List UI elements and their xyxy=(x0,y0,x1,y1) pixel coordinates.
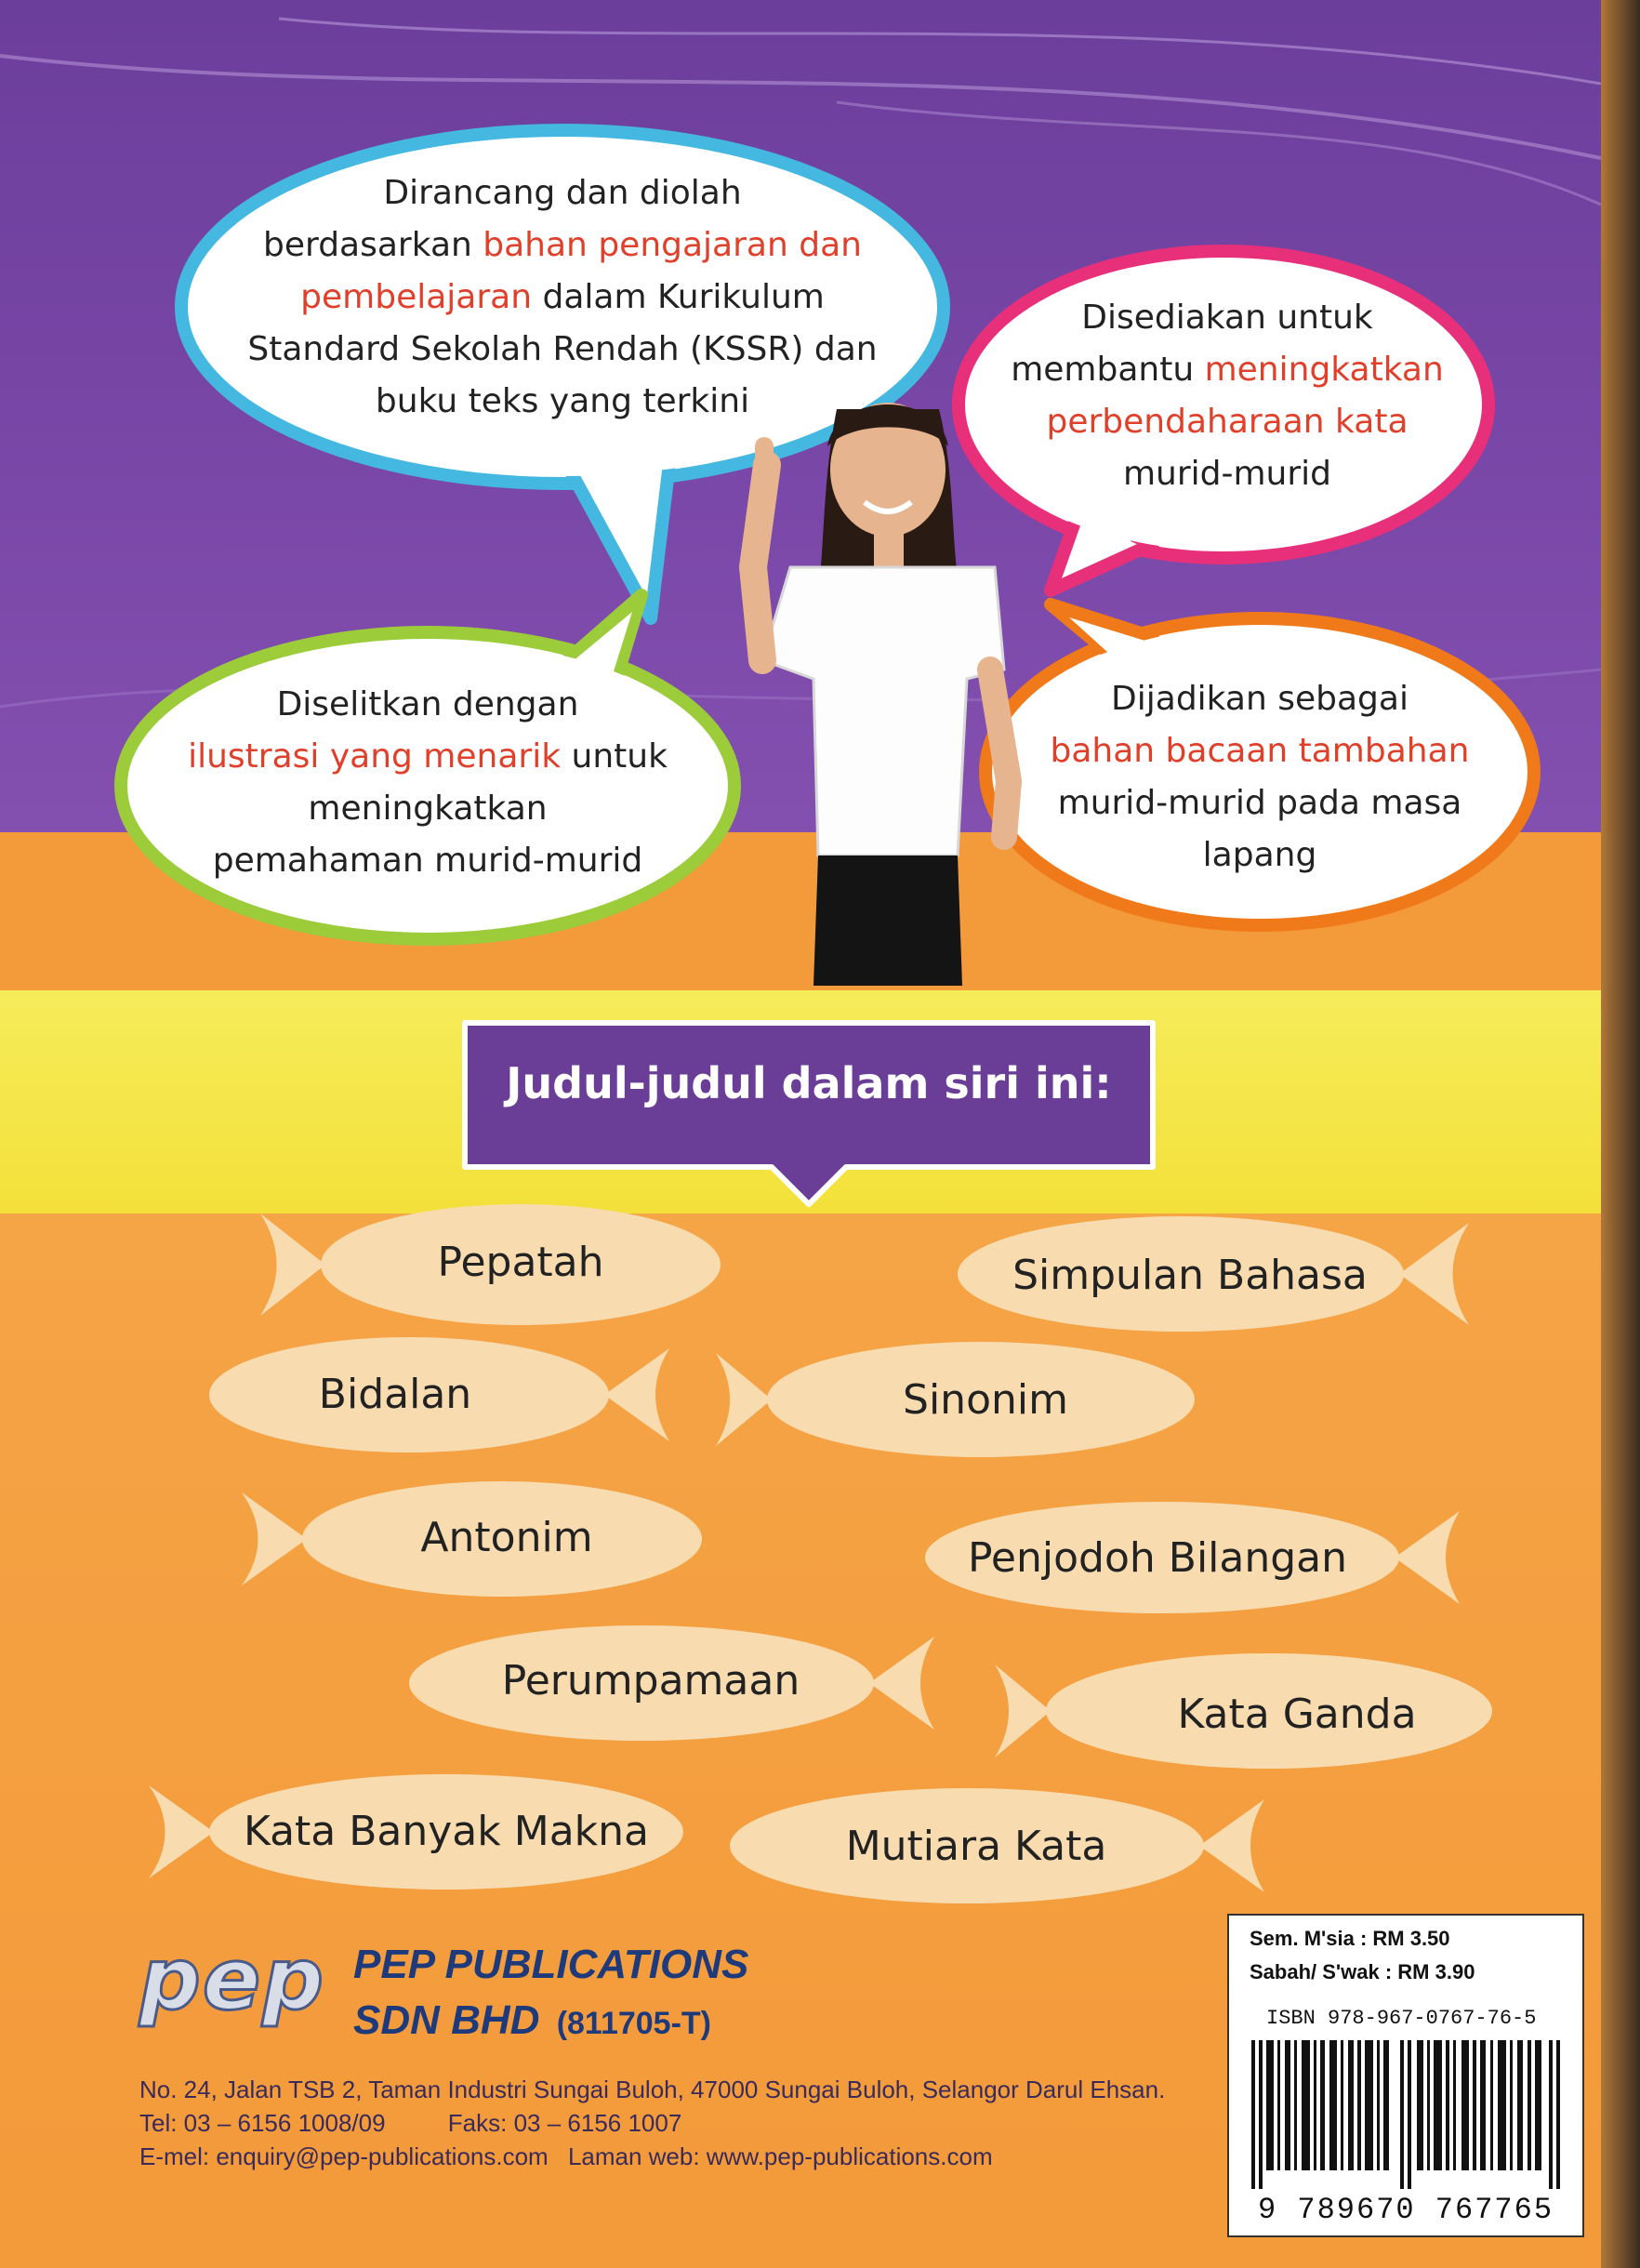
bubble-top-right-text xyxy=(985,292,1469,500)
barcode-bars xyxy=(1251,2040,1564,2189)
book-spine-edge xyxy=(1601,0,1640,2268)
title-pepatah: Pepatah xyxy=(437,1239,604,1286)
bubble-highlight: bahan pengajaran dan xyxy=(483,226,862,264)
publisher-name-line2 xyxy=(353,1997,711,2044)
publisher-fax: Faks: 03 – 6156 1007 xyxy=(447,2109,682,2137)
title-bidalan: Bidalan xyxy=(318,1371,472,1418)
bubble-text-line xyxy=(186,272,939,324)
title-perumpamaan: Perumpamaan xyxy=(501,1657,800,1704)
bubble-text-line: Dirancang dan diolah xyxy=(383,174,742,212)
publisher-name-line1: PEP PUBLICATIONS xyxy=(353,1942,749,1987)
bubble-text-line: Standard Sekolah Rendah (KSSR) dan xyxy=(247,330,878,368)
bubble-text-line: meningkatkan xyxy=(308,789,548,828)
isbn-label: ISBN 978-967-0767-76-5 xyxy=(1266,2007,1537,2030)
bubble-text-line: lapang xyxy=(1202,836,1317,874)
bubble-text-line xyxy=(186,219,939,272)
publisher-web: Laman web: www.pep-publications.com xyxy=(567,2142,993,2170)
bubble-text-line: Dijadikan sebagai xyxy=(1111,680,1409,718)
barcode-area xyxy=(1227,1999,1584,2237)
bubble-text-fragment: membantu xyxy=(1011,351,1205,389)
title-kata-banyak-makna: Kata Banyak Makna xyxy=(243,1808,649,1855)
bubble-bottom-right-text xyxy=(1004,673,1515,882)
publisher-contact-line xyxy=(139,2109,681,2138)
bubble-highlight: pembelajaran xyxy=(300,278,533,316)
bubble-highlight: bahan bacaan tambahan xyxy=(1050,732,1470,770)
title-antonim: Antonim xyxy=(420,1514,593,1561)
isbn-digits: 9 789670 767765 xyxy=(1257,2193,1554,2227)
title-penjodoh-bilangan: Penjodoh Bilangan xyxy=(967,1534,1348,1582)
bubble-text-fragment: dalam Kurikulum xyxy=(532,278,825,316)
publisher-online-line xyxy=(139,2142,993,2171)
price-sabah-sarawak: Sabah/ S'wak : RM 3.90 xyxy=(1250,1960,1475,1983)
bubble-highlight: perbendaharaan kata xyxy=(1046,403,1409,441)
publisher-address: No. 24, Jalan TSB 2, Taman Industri Sungai Buloh, 47000 Sungai Buloh, Selangor Darul Ehsan. xyxy=(139,2076,1166,2103)
publisher-logo: pep xyxy=(139,1930,326,2029)
bubble-text-line xyxy=(158,731,697,783)
bubble-text-line: buku teks yang terkini xyxy=(375,382,750,420)
bubble-text-line: murid-murid xyxy=(1122,455,1332,493)
series-heading-banner xyxy=(456,1014,1162,1209)
price-box xyxy=(1227,1914,1584,2003)
series-heading: Judul-judul dalam siri ini: xyxy=(506,1058,1112,1108)
bubble-bottom-left-text xyxy=(158,679,697,887)
title-mutiara-kata: Mutiara Kata xyxy=(845,1823,1107,1870)
bubble-text-line: pemahaman murid-murid xyxy=(212,842,643,880)
publisher-tel: Tel: 03 – 6156 1008/09 xyxy=(139,2109,386,2137)
publisher-email: E-mel: enquiry@pep-publications.com xyxy=(139,2142,549,2170)
title-sinonim: Sinonim xyxy=(903,1376,1068,1424)
title-kata-ganda: Kata Ganda xyxy=(1177,1691,1417,1738)
bubble-text-fragment: untuk xyxy=(561,737,668,776)
bubble-top-left-text xyxy=(186,167,939,428)
title-simpulan-bahasa: Simpulan Bahasa xyxy=(1012,1252,1368,1299)
publisher-reg-no: (811705-T) xyxy=(556,2006,712,2041)
bubble-text-line: murid-murid pada masa xyxy=(1057,784,1462,822)
bubble-text-line: Disediakan untuk xyxy=(1081,298,1373,337)
price-semenanjung: Sem. M'sia : RM 3.50 xyxy=(1250,1927,1450,1950)
bubble-text-fragment: berdasarkan xyxy=(263,226,483,264)
bubble-highlight: meningkatkan xyxy=(1204,351,1444,389)
publisher-suffix: SDN BHD xyxy=(353,1997,540,2043)
bubble-text-line: Diselitkan dengan xyxy=(276,685,579,723)
bubble-highlight: ilustrasi yang menarik xyxy=(188,737,562,776)
bubble-text-line xyxy=(985,344,1469,396)
